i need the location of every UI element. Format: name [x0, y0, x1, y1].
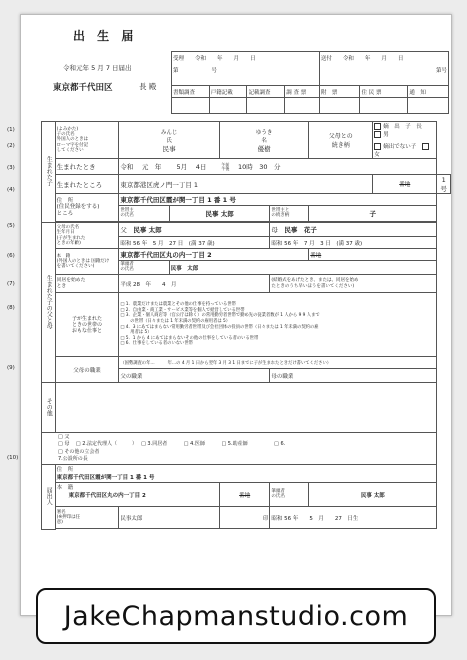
- informant-honseki: 東京都千代田区丸の内一丁目 2: [68, 493, 146, 499]
- relation-label: 父母との 続き柄: [309, 122, 373, 159]
- reception-header: 書類調査: [172, 86, 210, 98]
- informant-qual-other2: 7.公設所の長: [58, 456, 88, 462]
- birth-era: 令和: [120, 163, 134, 171]
- cohab-label: 同居を始めた とき: [55, 275, 119, 293]
- mother-job: 母の職業: [270, 369, 437, 383]
- row-number: (5): [7, 223, 15, 229]
- seal-mark: 印: [219, 507, 269, 529]
- birth-place-go: 号: [440, 185, 447, 193]
- row-number: (6): [7, 253, 15, 259]
- side-label-child: 生まれた子: [45, 156, 53, 186]
- form-title: 出 生 届: [73, 29, 138, 43]
- child-family-name: 民事: [162, 144, 176, 153]
- sign-label: 署名 (※押印は任 意): [55, 507, 119, 529]
- addressee-suffix: 長 殿: [139, 82, 157, 91]
- address-label: 住 所 (住民登録をする) ところ: [55, 194, 119, 222]
- child-given-name: 優樹: [257, 144, 271, 153]
- relation-illegit: 嫡出でない子: [383, 144, 417, 150]
- birth-place: 東京都港区虎ノ門一丁目 1: [119, 175, 373, 194]
- child-name-label: (よみかた) 子の氏名 外国人のときは ローマ字を付記 してください: [55, 122, 119, 159]
- child-yomi-given: ゆうき: [255, 129, 273, 136]
- informant-signature: 民事太郎: [119, 507, 220, 529]
- birth-time: 10時 30 分: [237, 163, 281, 171]
- informant-address-label: 住 所: [56, 467, 74, 473]
- work-option-cont: 用者は 5）: [120, 330, 152, 336]
- sent-date: 送付 令和 年 月 日: [320, 56, 404, 62]
- informant-qual-midwife[interactable]: □ 5.助産師: [221, 441, 248, 447]
- father-birth: 昭和 56 年 5 月 27 日 (満 37 歳): [119, 237, 270, 249]
- informant-honseki-label: 本 籍: [56, 485, 74, 491]
- male-checkbox[interactable]: [374, 131, 381, 138]
- mother-birth: 昭和 56 年 7 月 3 日 (満 37 歳): [270, 237, 437, 249]
- submit-date: 令和元年 5 月 7 日届出: [63, 64, 132, 72]
- main-form-table: [41, 121, 451, 530]
- work-option[interactable]: □ 5．1 から 4 にあてはまらないその他の仕事をしている者のいる世帯: [120, 335, 259, 341]
- reception-header: 住 民 票: [360, 86, 408, 98]
- watermark-banner: [36, 588, 436, 644]
- row-number: (4): [7, 187, 15, 193]
- informant-address: 東京都千代田区霞が関一丁目 1 番 1 号: [56, 475, 155, 481]
- received-date: 受理 令和 年 月 日: [173, 56, 256, 62]
- informant-hittousha-label: 筆頭者 の氏名: [270, 483, 309, 507]
- side-label-parents: 生まれた子の父と母: [45, 274, 53, 329]
- honseki-ban: 番地: [309, 249, 437, 261]
- row-number: (2): [7, 143, 15, 149]
- honseki-address: 東京都千代田区丸の内一丁目 2: [119, 249, 309, 261]
- birth-year: 元 年: [141, 163, 162, 171]
- child-family-label: 氏: [166, 137, 172, 144]
- father-job: 父の職業: [119, 369, 270, 383]
- row-number: (9): [7, 365, 15, 371]
- child-given-label: 名: [261, 137, 267, 144]
- informant-qual-6[interactable]: □ 6.: [274, 441, 286, 447]
- honseki-label: 本 籍 (外国人のときは 国籍だけ を書いてください): [55, 249, 119, 275]
- birth-place-ban: 番地: [399, 182, 411, 188]
- birth-ampm: 午前 午後: [221, 162, 230, 171]
- hittousha-label: 筆頭者 の氏名: [119, 261, 169, 275]
- hittousha-name: 民事 太郎: [169, 261, 437, 275]
- father-label: 父: [120, 226, 127, 234]
- work-option[interactable]: □ 3．企業・個人商店等（官公庁は除く）の常用勤労者世帯で勤め先の従業者数が 1 人から 9 9 人まで: [120, 313, 320, 319]
- birth-place-label: 生まれたところ: [55, 175, 119, 194]
- father-name: 民事 太郎: [133, 226, 162, 234]
- informant-qual-doctor[interactable]: □ 4.医師: [183, 441, 205, 447]
- reception-header: 戸籍記載: [209, 86, 247, 98]
- birth-time-label: 生まれたとき: [55, 159, 119, 175]
- row-number: (10): [7, 455, 19, 461]
- row-number: (3): [7, 165, 15, 171]
- side-label-other: その他: [45, 397, 53, 416]
- mother-name: 民事 花子: [284, 226, 317, 234]
- cohab-note: (結婚式をあげたとき、または、同居を始め たときのうち早いほうを書いてください): [270, 275, 437, 293]
- informant-qual-cohabitant[interactable]: □ 3.同居者: [141, 441, 168, 447]
- row-number: (1): [7, 127, 15, 133]
- parents-label: 父母の氏名 生年月日 (子が生まれた ときの年齢): [55, 223, 119, 249]
- reception-header: 調 査 票: [285, 86, 320, 98]
- row-number: (7): [7, 281, 15, 287]
- relation-female: 女: [374, 152, 380, 158]
- child-yomi-family: みんじ: [160, 129, 178, 136]
- householder-rel-label: 世帯主と の続き柄: [270, 206, 309, 222]
- birth-month: 5月: [176, 163, 188, 171]
- reception-header: 通 知: [408, 86, 449, 98]
- birth-day: 4日: [195, 163, 207, 171]
- informant-qual-mother[interactable]: □ 母: [58, 441, 70, 447]
- informant-qual-guardian[interactable]: □ 2.法定代理人（ ）: [75, 441, 135, 447]
- relation-legit: 嫡 出 子: [383, 124, 411, 130]
- job-label: 父母の職業: [55, 357, 119, 383]
- birth-place-no: 1: [441, 176, 446, 184]
- mother-label: 母: [271, 226, 278, 234]
- reception-table: [171, 51, 449, 114]
- work-option[interactable]: □ 6．仕事をしている者のいない世帯: [120, 341, 193, 347]
- relation-order: 長: [416, 124, 422, 130]
- job-note: （国勢調査の年… 年…の 4 月 1 日から翌年 3 月 3 1 日までに子が生まれたときだけ書いてください）: [119, 357, 437, 369]
- reception-header: 附 票: [319, 86, 360, 98]
- work-option[interactable]: □ 2．自由業・商工業・サービス業等を個人で経営している世帯: [120, 307, 245, 313]
- child-address: 東京都千代田区霞が関一丁目 1 番 1 号: [119, 194, 437, 206]
- work-option[interactable]: □ 1．農業だけまたは農業とその他の仕事を持っている世帯: [120, 302, 236, 308]
- watermark-text: JakeChapmanstudio.com: [63, 600, 409, 632]
- row-number: (8): [7, 305, 15, 311]
- relation-checkbox[interactable]: [374, 143, 381, 150]
- side-label-informant: 届出人: [45, 486, 53, 505]
- informant-honseki-ban: 番地: [219, 483, 269, 507]
- received-number: 第 号: [173, 68, 218, 74]
- informant-qual-father[interactable]: □ 父: [58, 433, 70, 440]
- birth-registration-form: [7, 14, 452, 616]
- informant-hittousha: 民事 太郎: [309, 483, 437, 507]
- addressee: 東京都千代田区: [53, 83, 113, 93]
- work-option-cont: の世帯（日々または 1 年未満の契約の雇用者は 5）: [120, 318, 231, 324]
- householder-relation: 子: [309, 206, 437, 222]
- relation-checkbox[interactable]: [374, 123, 381, 130]
- sent-number: 第号: [435, 68, 447, 74]
- cohab-date: 平成 28 年 4 月: [119, 275, 270, 293]
- female-checkbox[interactable]: [422, 143, 429, 150]
- relation-male: 男: [383, 132, 389, 138]
- informant-qual-other[interactable]: □ その他の立会者: [58, 448, 100, 455]
- work-option[interactable]: □ 4．3 にあてはまらない常用勤労者世帯及び会社団体の役員の世帯（日々または 1 年未満の契約の雇: [120, 324, 319, 330]
- reception-header: 記載調査: [247, 86, 285, 98]
- informant-birth: 昭和 56 年 5 月 27 日生: [270, 507, 437, 529]
- householder-label: 世帯主 の氏名: [119, 206, 169, 222]
- householder-name: 民事 太郎: [169, 206, 270, 222]
- work-label: 子が生まれた ときの世帯の おもな仕事と: [55, 293, 119, 357]
